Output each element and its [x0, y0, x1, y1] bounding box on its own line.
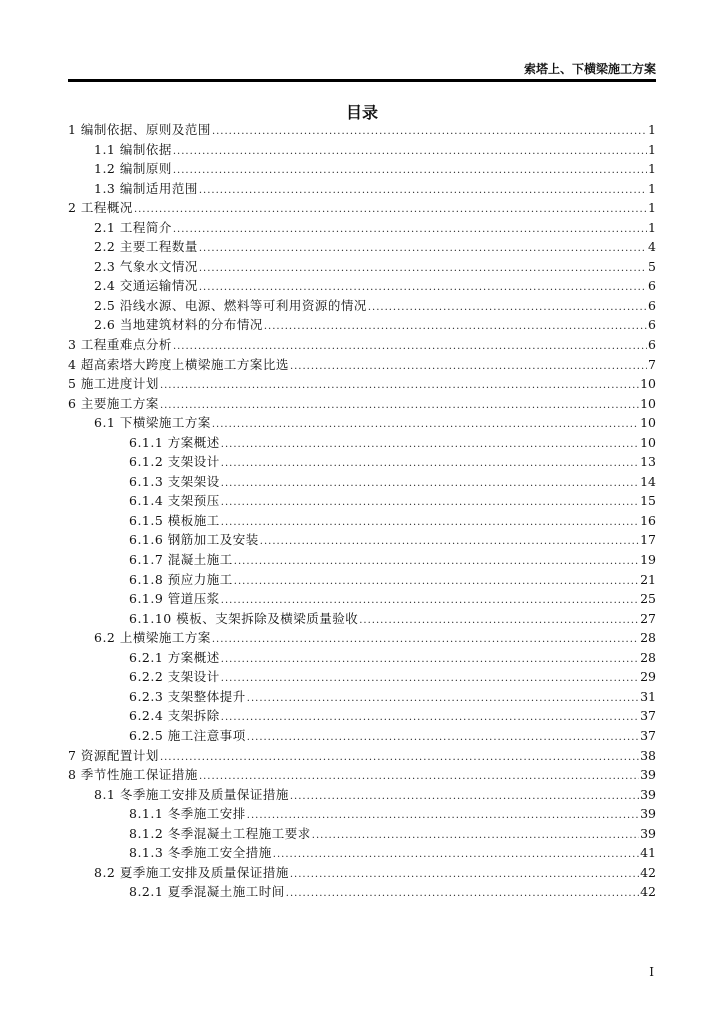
header-rule: [68, 79, 656, 82]
toc-leader-dots: [160, 376, 639, 396]
toc-entry-page: 10: [640, 376, 656, 392]
toc-entry-page: 27: [640, 610, 656, 626]
toc-entry[interactable]: [68, 648, 656, 668]
toc-entry[interactable]: [68, 589, 656, 609]
toc-leader-dots: [260, 532, 639, 552]
toc-entry[interactable]: [68, 530, 656, 550]
toc-entry[interactable]: [68, 882, 656, 902]
toc-entry[interactable]: [68, 706, 656, 726]
toc-entry[interactable]: [68, 394, 656, 414]
toc-leader-dots: [160, 748, 639, 768]
toc-leader-dots: [286, 884, 639, 904]
toc-leader-dots: [173, 142, 647, 162]
toc-entry-label: 2.1 工程简介: [94, 219, 172, 235]
toc-entry-page: 10: [640, 395, 656, 411]
toc-entry[interactable]: [68, 120, 656, 140]
toc-entry-label: 5 施工进度计划: [68, 376, 159, 392]
toc-leader-dots: [290, 357, 647, 377]
toc-entry[interactable]: [68, 746, 656, 766]
toc-entry[interactable]: [68, 355, 656, 375]
toc-entry-label: 8.1.2 冬季混凝土工程施工要求: [129, 825, 311, 841]
toc-leader-dots: [221, 650, 639, 670]
toc-leader-dots: [221, 513, 639, 533]
toc-entry-label: 2.2 主要工程数量: [94, 239, 198, 255]
toc-entry[interactable]: [68, 472, 656, 492]
toc-leader-dots: [199, 259, 647, 279]
toc-entry-page: 15: [640, 493, 656, 509]
toc-entry-label: 1.1 编制依据: [94, 141, 172, 157]
toc-entry-page: 6: [648, 297, 656, 313]
toc-leader-dots: [173, 220, 647, 240]
toc-leader-dots: [264, 317, 647, 337]
toc-entry[interactable]: [68, 159, 656, 179]
toc-entry-page: 17: [640, 532, 656, 548]
toc-entry[interactable]: [68, 570, 656, 590]
toc-entry-page: 1: [648, 200, 656, 216]
page-number: I: [649, 965, 654, 979]
toc-leader-dots: [312, 826, 639, 846]
toc-entry-label: 6.1.8 预应力施工: [129, 571, 233, 587]
toc-entry[interactable]: [68, 276, 656, 296]
toc-entry-page: 6: [648, 278, 656, 294]
toc-entry[interactable]: [68, 237, 656, 257]
toc-entry-page: 5: [648, 258, 656, 274]
toc-title: 目录: [345, 103, 378, 122]
toc-entry-page: 1: [648, 180, 656, 196]
toc-entry-label: 6.1.3 支架架设: [129, 473, 220, 489]
toc-entry-label: 8.2.1 夏季混凝土施工时间: [129, 884, 285, 900]
toc-leader-dots: [221, 669, 639, 689]
toc-entry-label: 6.2.5 施工注意事项: [129, 727, 246, 743]
toc-entry-label: 1.2 编制原则: [94, 161, 172, 177]
toc-leader-dots: [234, 572, 639, 592]
toc-entry[interactable]: [68, 140, 656, 160]
toc-entry[interactable]: [68, 550, 656, 570]
toc-entry[interactable]: [68, 824, 656, 844]
toc-entry-label: 6.1.9 管道压浆: [129, 591, 220, 607]
toc-leader-dots: [212, 630, 639, 650]
toc-entry-page: 13: [640, 454, 656, 470]
toc-leader-dots: [221, 474, 639, 494]
toc-entry-page: 28: [640, 630, 656, 646]
toc-entry-page: 42: [640, 864, 656, 880]
toc-entry-label: 8 季节性施工保证措施: [68, 767, 198, 783]
toc-entry-page: 6: [648, 337, 656, 353]
toc-entry-page: 16: [640, 512, 656, 528]
toc-entry-label: 2 工程概况: [68, 200, 133, 216]
toc-entry-page: 39: [640, 825, 656, 841]
toc-entry-page: 41: [640, 845, 656, 861]
toc-entry[interactable]: [68, 433, 656, 453]
toc-entry-label: 6.1.6 钢筋加工及安装: [129, 532, 259, 548]
toc-entry[interactable]: [68, 413, 656, 433]
toc-entry-page: 37: [640, 708, 656, 724]
toc-leader-dots: [234, 552, 639, 572]
toc-entry[interactable]: [68, 843, 656, 863]
toc-entry-page: 1: [648, 122, 656, 137]
toc-entry-label: 6.1.1 方案概述: [129, 434, 220, 450]
toc-entry-label: 6.2 上横梁施工方案: [94, 630, 211, 646]
toc-entry-label: 8.1.1 冬季施工安排: [129, 806, 246, 822]
toc-entry-label: 6 主要施工方案: [68, 395, 159, 411]
toc-entry-page: 1: [648, 141, 656, 157]
toc-entry-label: 2.6 当地建筑材料的分布情况: [94, 317, 263, 333]
toc-entry-label: 3 工程重难点分析: [68, 337, 172, 353]
toc-entry-page: 10: [640, 434, 656, 450]
toc-entry-label: 7 资源配置计划: [68, 747, 159, 763]
toc-entry-page: 29: [640, 669, 656, 685]
toc-entry-page: 14: [640, 473, 656, 489]
toc-entry[interactable]: [68, 296, 656, 316]
toc-leader-dots: [290, 865, 639, 885]
toc-entry-label: 2.4 交通运输情况: [94, 278, 198, 294]
toc-entry-label: 6.1.4 支架预压: [129, 493, 220, 509]
toc-leader-dots: [199, 181, 647, 201]
toc-entry[interactable]: [68, 198, 656, 218]
toc-entry-label: 8.1.3 冬季施工安全措施: [129, 845, 272, 861]
toc-leader-dots: [221, 454, 639, 474]
toc-leader-dots: [212, 122, 647, 142]
toc-entry-label: 6.2.4 支架拆除: [129, 708, 220, 724]
toc-entry-label: 6.2.2 支架设计: [129, 669, 220, 685]
toc-leader-dots: [273, 845, 639, 865]
toc-entry[interactable]: [68, 491, 656, 511]
toc-leader-dots: [221, 435, 639, 455]
toc-entry-page: 37: [640, 727, 656, 743]
toc-leader-dots: [173, 161, 647, 181]
toc-entry-page: 31: [640, 688, 656, 704]
toc-entry[interactable]: [68, 765, 656, 785]
toc-entry-page: 39: [640, 767, 656, 783]
toc-entry-label: 6.1.5 模板施工: [129, 512, 220, 528]
toc-leader-dots: [290, 787, 639, 807]
toc-entry-label: 2.5 沿线水源、电源、燃料等可利用资源的情况: [94, 297, 367, 313]
toc-leader-dots: [368, 298, 647, 318]
toc-entry[interactable]: [68, 257, 656, 277]
toc-entry[interactable]: [68, 687, 656, 707]
toc-entry-page: 6: [648, 317, 656, 333]
toc-leader-dots: [247, 689, 639, 709]
toc-entry-label: 6.1.2 支架设计: [129, 454, 220, 470]
toc-entry[interactable]: [68, 452, 656, 472]
toc-entry[interactable]: [68, 218, 656, 238]
toc-entry-label: 6.2.1 方案概述: [129, 649, 220, 665]
toc-entry-label: 8.1 冬季施工安排及质量保证措施: [94, 786, 289, 802]
toc-entry[interactable]: [68, 511, 656, 531]
toc-leader-dots: [221, 493, 639, 513]
toc-leader-dots: [134, 200, 647, 220]
toc-entry-page: 39: [640, 806, 656, 822]
toc-entry-page: 21: [640, 571, 656, 587]
toc-entry-label: 6.1.7 混凝土施工: [129, 552, 233, 568]
toc-entry-page: 19: [640, 552, 656, 568]
toc-leader-dots: [359, 611, 639, 631]
toc-entry[interactable]: [68, 374, 656, 394]
toc-entry-label: 2.3 气象水文情况: [94, 258, 198, 274]
toc-entry[interactable]: [68, 726, 656, 746]
toc-entry-label: 1.3 编制适用范围: [94, 180, 198, 196]
toc-entry-page: 4: [648, 239, 656, 255]
toc-entry-label: 6.1 下横梁施工方案: [94, 415, 211, 431]
toc-leader-dots: [221, 708, 639, 728]
toc-entry[interactable]: [68, 609, 656, 629]
toc-entry-label: 6.2.3 支架整体提升: [129, 688, 246, 704]
toc-entry[interactable]: [68, 335, 656, 355]
toc-entry-page: 38: [640, 747, 656, 763]
toc-entry-page: 7: [648, 356, 656, 372]
toc-entry-label: 6.1.10 模板、支架拆除及横梁质量验收: [129, 610, 359, 626]
toc-leader-dots: [160, 396, 639, 416]
toc-entry-label: 8.2 夏季施工安排及质量保证措施: [94, 864, 289, 880]
toc-entry-page: 10: [640, 415, 656, 431]
toc-entry-page: 39: [640, 786, 656, 802]
toc-entry-page: 1: [648, 219, 656, 235]
table-of-contents: [68, 120, 656, 902]
toc-entry[interactable]: [68, 315, 656, 335]
toc-entry[interactable]: [68, 179, 656, 199]
toc-entry-page: 1: [648, 161, 656, 177]
toc-leader-dots: [199, 239, 647, 259]
toc-entry-label: 4 超高索塔大跨度上横梁施工方案比选: [68, 356, 289, 372]
toc-entry-label: 1 编制依据、原则及范围: [68, 122, 211, 137]
toc-entry-page: 25: [640, 591, 656, 607]
toc-leader-dots: [247, 728, 639, 748]
document-header-title: 索塔上、下横梁施工方案: [523, 62, 656, 76]
toc-leader-dots: [212, 415, 639, 435]
toc-entry[interactable]: [68, 804, 656, 824]
toc-entry[interactable]: [68, 785, 656, 805]
toc-entry-page: 42: [640, 884, 656, 900]
toc-entry[interactable]: [68, 863, 656, 883]
toc-entry-page: 28: [640, 649, 656, 665]
toc-entry[interactable]: [68, 628, 656, 648]
toc-entry[interactable]: [68, 667, 656, 687]
